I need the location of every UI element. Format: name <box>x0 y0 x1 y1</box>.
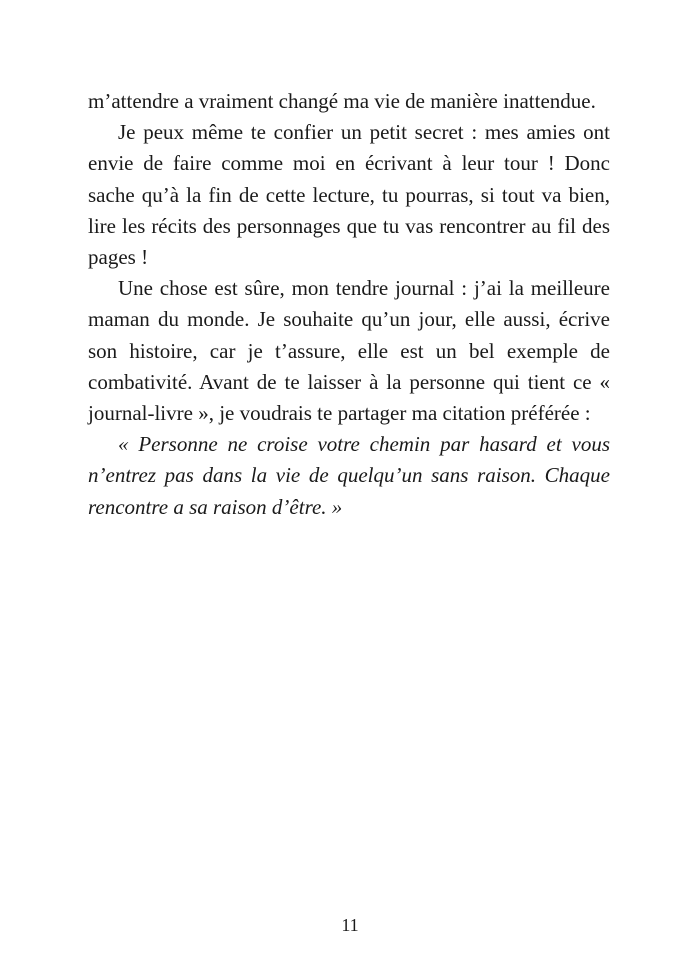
paragraph-continued: m’attendre a vraiment changé ma vie de manière inattendue. <box>88 89 596 113</box>
paragraph-mother: Une chose est sûre, mon tendre journal : j’ai la meilleure maman du monde. Je souhaite qu’un jour, elle aussi, écrive son histoire, car je t’assure, elle est un bel exemple de combativité. Avant de te laisser à la personne qui tient ce « journal-livre », je voudrais te partager ma citation préférée : <box>88 276 610 426</box>
page-body <box>88 86 610 523</box>
paragraph-secret: Je peux même te confier un petit secret : mes amies ont envie de faire comme moi en écrivant à leur tour ! Donc sache qu’à la fin de cette lecture, tu pourras, si tout va bien, lire les récits des personnages que tu vas rencontrer au fil des pages ! <box>88 120 610 270</box>
favorite-quote: « Personne ne croise votre chemin par hasard et vous n’entrez pas dans la vie de quelqu’un sans raison. Chaque rencontre a sa raison d’être. » <box>88 432 610 519</box>
page-number: 11 <box>341 915 359 935</box>
